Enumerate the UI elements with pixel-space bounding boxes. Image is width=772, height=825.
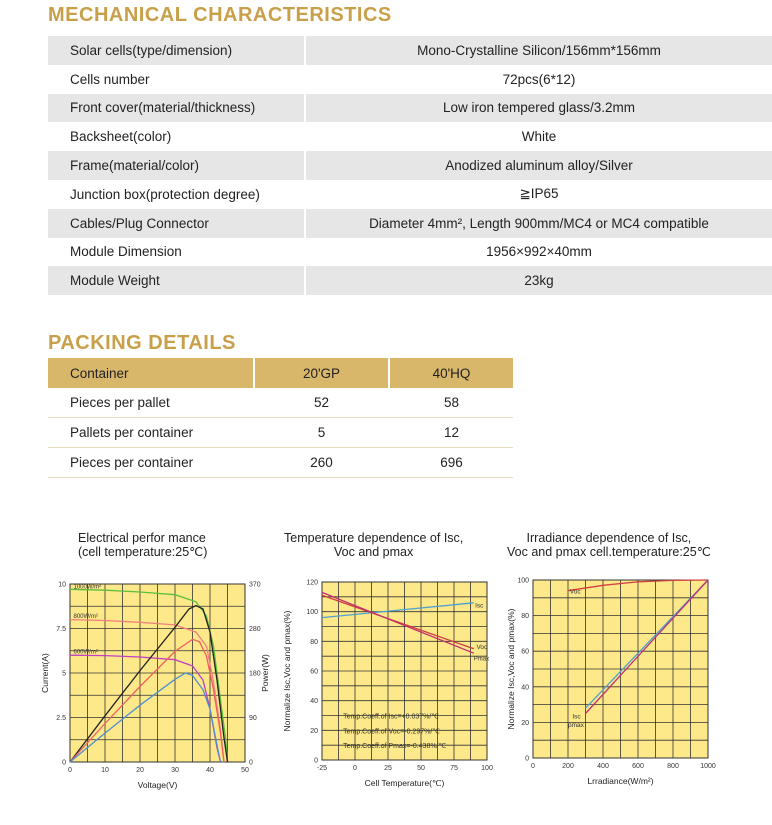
spec-label: Junction box(protection degree) [70,186,260,202]
x-tick-label: 40 [206,767,214,774]
spec-label: Module Dimension [70,244,182,260]
y-tick-label: 10 [58,581,66,589]
spec-row [48,209,772,238]
y-tick-label: 100 [306,609,318,617]
x-axis-label: Lrradiance(W/m²) [587,776,654,786]
spec-label: Backsheet(color) [70,129,172,145]
series-label: 600W/m² [73,649,98,656]
series-label: 1000W/m² [73,584,102,591]
x-tick-label: 200 [562,763,574,770]
x-tick-label: -25 [316,765,328,772]
y-tick-label: 20 [521,719,529,727]
x-tick-label: 100 [481,765,493,772]
spec-label: Solar cells(type/dimension) [48,36,304,65]
y-tick-label: 5 [62,670,66,678]
x-axis-label: Cell Temperature(℃) [364,778,445,788]
x-axis-label: Voltage(V) [137,780,178,790]
y2-tick-label: 370 [249,581,261,589]
packing-row-cell: 58 [443,395,460,410]
y-tick-label: 60 [521,648,529,656]
y2-axis-label: Power(W) [260,654,270,692]
packing-row [48,418,513,448]
spec-value: 1956×992×40mm [486,244,592,260]
spec-value: 72pcs(6*12) [502,71,576,87]
y-tick-label: 80 [521,613,529,621]
packing-row-cell: Pieces per container [70,455,194,470]
spec-label: Front cover(material/thickness) [48,94,304,123]
series-label: pmax [568,722,584,730]
chart2-title: Temperature dependence of Isc, Voc and pmax [284,531,464,559]
spec-label: Frame(material/color) [48,151,304,180]
x-tick-label: 10 [101,767,109,774]
spec-value: ≧IP65 [519,186,559,202]
y-tick-label: 7.5 [56,626,66,633]
spec-row [48,94,772,123]
chart-electrical-performance [30,568,270,808]
y-tick-label: 20 [310,727,318,735]
packing-row-cell: 696 [440,455,463,470]
packing-row [48,388,513,418]
x-tick-label: 20 [136,767,144,774]
x-tick-label: 600 [632,763,644,770]
spec-value: Low iron tempered glass/3.2mm [306,94,772,123]
packing-row-cell: 12 [443,425,460,440]
series-label: Pmax [473,656,490,663]
y-tick-label: 60 [310,668,318,676]
packing-row-cell: 260 [310,455,333,470]
y-axis-label: Normalize Isc,Voc and pmax(%) [282,610,292,732]
packing-row-cell: Pallets per container [70,425,194,440]
spec-label: Module Weight [48,266,304,295]
packing-row-cell: 52 [313,395,330,410]
x-tick-label: 800 [667,763,679,770]
packing-row-cell: 5 [317,425,326,440]
y-tick-label: 0 [62,759,66,767]
x-tick-label: 1000 [700,763,716,770]
packing-header-cell: 20'GP [255,358,388,388]
packing-header-cell: Container [48,358,253,388]
x-tick-label: 50 [241,767,249,774]
series-label: 800W/m² [73,614,98,621]
y2-tick-label: 180 [249,670,261,678]
chart1-title: Electrical perfor mance (cell temperature:25℃) [78,531,208,559]
coefficient-annotation: Temp.Coeff.of Isc=+0.037%/℃ [343,713,440,721]
x-tick-label: 25 [384,765,392,772]
mechanical-title: MECHANICAL CHARACTERISTICS [48,4,392,26]
y-tick-label: 0 [525,755,529,763]
coefficient-annotation: Temp.Coeff.of Voc=-0.297%/℃ [343,728,441,736]
spec-value: White [521,129,557,145]
spec-row [48,122,772,151]
spec-row [48,151,772,180]
series-label: Isc [475,602,484,610]
packing-row-cell: Pieces per pallet [70,395,170,410]
x-tick-label: 0 [531,763,535,770]
packing-header-cell: 40'HQ [390,358,513,388]
x-tick-label: 400 [597,763,609,770]
y-axis-label: Current(A) [40,653,50,693]
spec-row [48,238,772,267]
packing-row [48,448,513,478]
coefficient-annotation: Temp.Coeff.of Pmax=-0.438%/℃ [343,743,447,751]
y-tick-label: 120 [306,579,318,587]
chart-temperature-dependence [278,570,508,795]
y-axis-label: Normalize Isc,Voc and pmax(%) [506,608,516,730]
chart-irradiance-dependence [504,567,734,792]
spec-row [48,180,772,209]
chart3-title: Irradiance dependence of Isc, Voc and pmax cell.temperature:25℃ [507,531,711,559]
spec-row [48,266,772,295]
spec-label: Cells number [70,71,150,87]
spec-value: Mono-Crystalline Silicon/156mm*156mm [306,36,772,65]
spec-label: Cables/Plug Connector [48,209,304,238]
spec-value: Diameter 4mm², Length 900mm/MC4 or MC4 compatible [306,209,772,238]
y2-tick-label: 280 [249,626,261,633]
spec-row [48,65,772,94]
x-tick-label: 50 [417,765,425,772]
series-label: Isc [572,713,581,721]
spec-value: Anodized aluminum alloy/Silver [306,151,772,180]
series-label: Voc [569,588,581,596]
mechanical-table [48,36,772,295]
y2-tick-label: 90 [249,715,257,722]
y2-tick-label: 0 [249,759,253,767]
series-label: Voc [476,643,488,651]
packing-header [48,358,513,388]
y-tick-label: 0 [314,757,318,765]
x-tick-label: 75 [450,765,458,772]
packing-table [48,358,513,478]
x-tick-label: 0 [68,767,72,774]
spec-row [48,36,772,65]
y-tick-label: 2.5 [56,715,66,722]
y-tick-label: 40 [521,684,529,692]
x-tick-label: 30 [171,767,179,774]
x-tick-label: 0 [353,765,357,772]
y-tick-label: 40 [310,698,318,706]
y-tick-label: 100 [517,577,529,585]
y-tick-label: 80 [310,638,318,646]
packing-title: PACKING DETAILS [48,332,236,354]
spec-value: 23kg [306,266,772,295]
